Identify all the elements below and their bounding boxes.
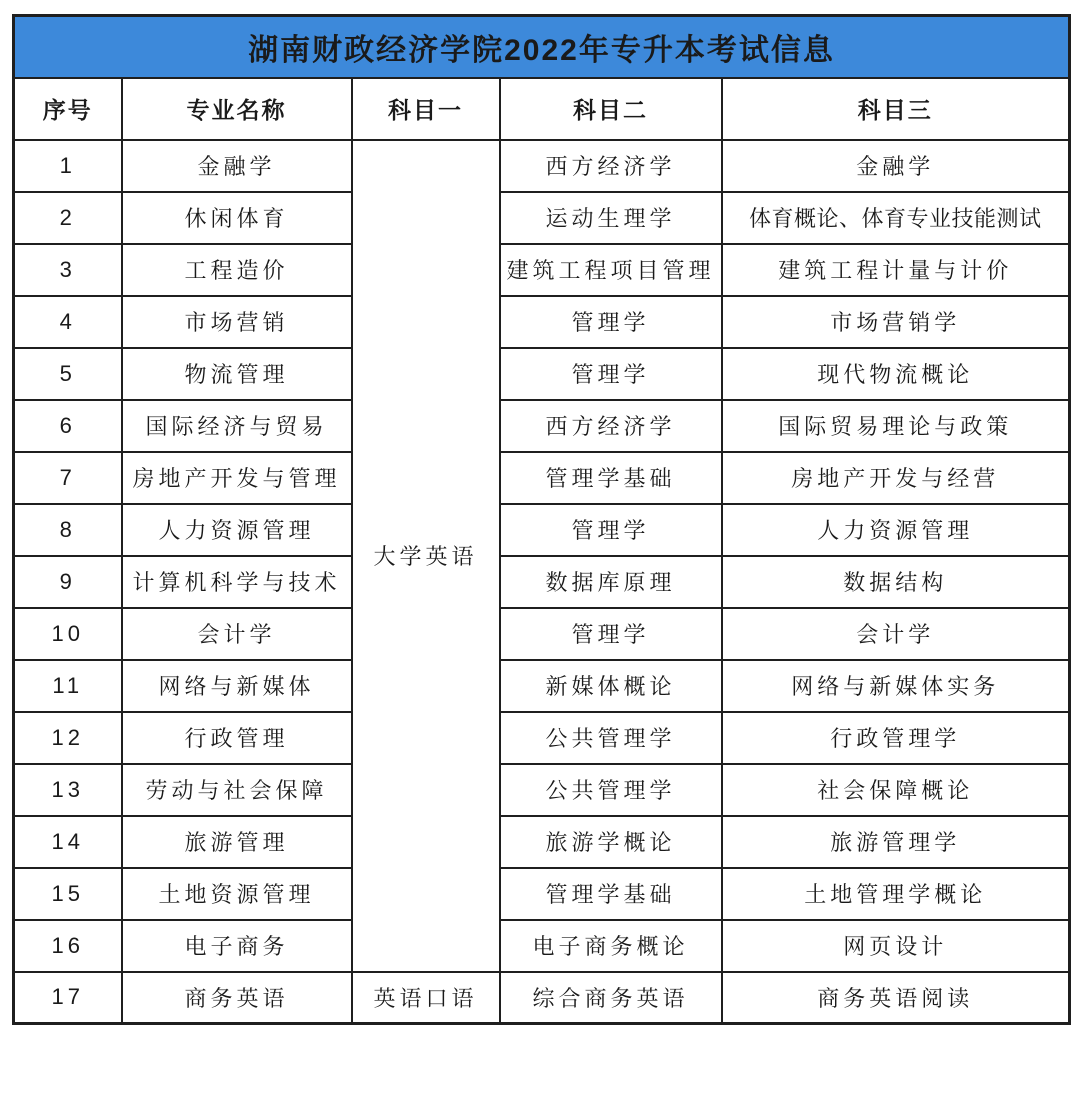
header-major: 专业名称 (122, 78, 352, 140)
table-row (14, 140, 1070, 192)
index-cell: 15 (14, 868, 122, 920)
major-cell: 行政管理 (122, 712, 352, 764)
subject2-cell: 数据库原理 (500, 556, 722, 608)
subject2-cell: 西方经济学 (500, 140, 722, 192)
major-cell: 国际经济与贸易 (122, 400, 352, 452)
table-row (14, 296, 1070, 348)
header-row (14, 78, 1070, 140)
subject2-cell: 综合商务英语 (500, 972, 722, 1024)
table-row (14, 348, 1070, 400)
index-cell: 14 (14, 816, 122, 868)
subject2-cell: 运动生理学 (500, 192, 722, 244)
subject3-cell: 体育概论、体育专业技能测试 (722, 192, 1070, 244)
table-row (14, 972, 1070, 1024)
header-subject1: 科目一 (352, 78, 500, 140)
major-cell: 商务英语 (122, 972, 352, 1024)
major-cell: 房地产开发与管理 (122, 452, 352, 504)
table-row (14, 660, 1070, 712)
subject3-cell: 金融学 (722, 140, 1070, 192)
subject2-cell: 公共管理学 (500, 712, 722, 764)
subject3-cell: 网页设计 (722, 920, 1070, 972)
subject2-cell: 管理学基础 (500, 452, 722, 504)
subject1-cell: 英语口语 (352, 972, 500, 1024)
table-row (14, 712, 1070, 764)
index-cell: 1 (14, 140, 122, 192)
subject3-cell: 行政管理学 (722, 712, 1070, 764)
index-cell: 17 (14, 972, 122, 1024)
subject1-merged-cell: 大学英语 (352, 140, 500, 972)
major-cell: 会计学 (122, 608, 352, 660)
header-index: 序号 (14, 78, 122, 140)
subject2-cell: 建筑工程项目管理 (500, 244, 722, 296)
subject2-cell: 管理学 (500, 348, 722, 400)
subject3-cell: 网络与新媒体实务 (722, 660, 1070, 712)
table-row (14, 192, 1070, 244)
major-cell: 金融学 (122, 140, 352, 192)
table-row (14, 504, 1070, 556)
title-row (14, 16, 1070, 78)
subject2-cell: 管理学 (500, 296, 722, 348)
page-title: 湖南财政经济学院2022年专升本考试信息 (14, 16, 1070, 78)
table-row (14, 920, 1070, 972)
table-row (14, 556, 1070, 608)
major-cell: 网络与新媒体 (122, 660, 352, 712)
table-row (14, 608, 1070, 660)
subject3-cell: 现代物流概论 (722, 348, 1070, 400)
subject2-cell: 新媒体概论 (500, 660, 722, 712)
subject3-cell: 土地管理学概论 (722, 868, 1070, 920)
subject3-cell: 市场营销学 (722, 296, 1070, 348)
table-row (14, 764, 1070, 816)
index-cell: 11 (14, 660, 122, 712)
index-cell: 7 (14, 452, 122, 504)
subject2-cell: 管理学基础 (500, 868, 722, 920)
major-cell: 休闲体育 (122, 192, 352, 244)
index-cell: 10 (14, 608, 122, 660)
index-cell: 13 (14, 764, 122, 816)
index-cell: 3 (14, 244, 122, 296)
subject2-cell: 管理学 (500, 608, 722, 660)
table-row (14, 452, 1070, 504)
subject3-cell: 社会保障概论 (722, 764, 1070, 816)
table-row (14, 244, 1070, 296)
subject3-cell: 旅游管理学 (722, 816, 1070, 868)
table-row (14, 400, 1070, 452)
subject3-cell: 数据结构 (722, 556, 1070, 608)
subject2-cell: 公共管理学 (500, 764, 722, 816)
exam-info-table (12, 14, 1071, 1025)
table-body (14, 140, 1070, 1024)
index-cell: 12 (14, 712, 122, 764)
header-subject2: 科目二 (500, 78, 722, 140)
subject3-cell: 商务英语阅读 (722, 972, 1070, 1024)
major-cell: 人力资源管理 (122, 504, 352, 556)
major-cell: 计算机科学与技术 (122, 556, 352, 608)
index-cell: 4 (14, 296, 122, 348)
major-cell: 工程造价 (122, 244, 352, 296)
table-row (14, 868, 1070, 920)
major-cell: 劳动与社会保障 (122, 764, 352, 816)
subject3-cell: 建筑工程计量与计价 (722, 244, 1070, 296)
major-cell: 土地资源管理 (122, 868, 352, 920)
major-cell: 电子商务 (122, 920, 352, 972)
major-cell: 旅游管理 (122, 816, 352, 868)
index-cell: 8 (14, 504, 122, 556)
subject3-cell: 国际贸易理论与政策 (722, 400, 1070, 452)
subject3-cell: 会计学 (722, 608, 1070, 660)
subject2-cell: 旅游学概论 (500, 816, 722, 868)
index-cell: 6 (14, 400, 122, 452)
index-cell: 5 (14, 348, 122, 400)
subject2-cell: 西方经济学 (500, 400, 722, 452)
subject2-cell: 管理学 (500, 504, 722, 556)
index-cell: 9 (14, 556, 122, 608)
major-cell: 物流管理 (122, 348, 352, 400)
table-row (14, 816, 1070, 868)
header-subject3: 科目三 (722, 78, 1070, 140)
subject2-cell: 电子商务概论 (500, 920, 722, 972)
index-cell: 2 (14, 192, 122, 244)
index-cell: 16 (14, 920, 122, 972)
subject3-cell: 人力资源管理 (722, 504, 1070, 556)
major-cell: 市场营销 (122, 296, 352, 348)
subject3-cell: 房地产开发与经营 (722, 452, 1070, 504)
